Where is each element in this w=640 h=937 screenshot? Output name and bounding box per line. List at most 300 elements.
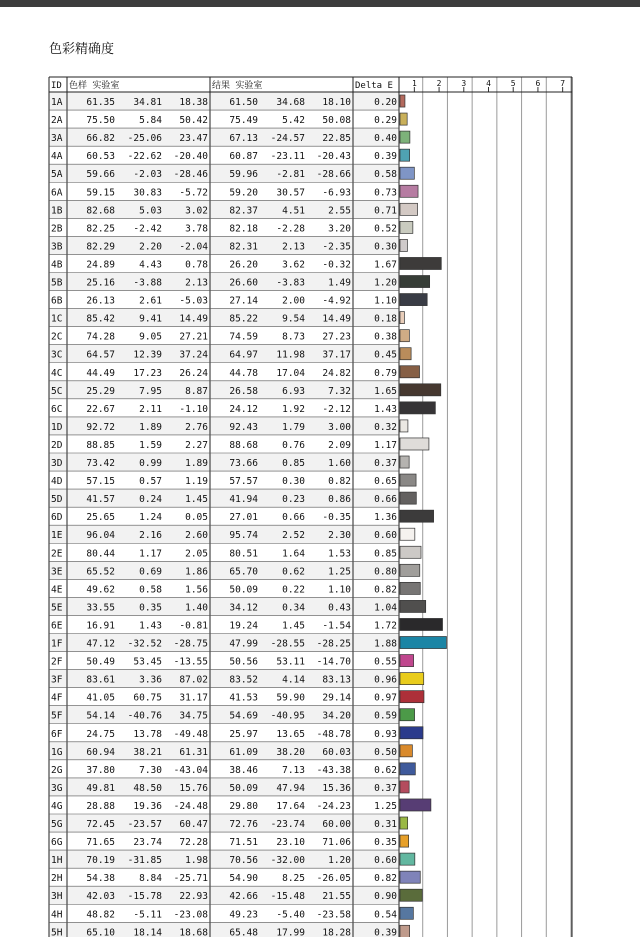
cell-sample-l: 59.15	[86, 187, 115, 199]
cell-id: 2C	[51, 331, 63, 343]
cell-delta-e: 0.29	[374, 115, 397, 127]
axis-tick-label: 7	[560, 79, 566, 88]
cell-id: 4F	[51, 692, 63, 704]
cell-result-b: 29.14	[322, 692, 351, 704]
cell-result-a: -2.28	[276, 223, 305, 235]
cell-result-a: 17.99	[276, 927, 305, 937]
cell-result-l: 67.13	[229, 133, 258, 145]
axis-tick-label: 5	[510, 79, 516, 88]
cell-result-a: 4.14	[282, 674, 305, 686]
cell-id: 6D	[51, 512, 63, 524]
cell-result-l: 59.96	[229, 169, 258, 181]
cell-result-a: 11.98	[276, 349, 305, 361]
cell-delta-e: 0.82	[374, 584, 397, 596]
cell-delta-e: 0.35	[374, 837, 397, 849]
axis-tick-label: 2	[436, 79, 442, 88]
cell-result-a: 0.66	[282, 512, 305, 524]
cell-result-a: 3.62	[282, 259, 305, 271]
cell-id: 5F	[51, 710, 63, 722]
cell-result-a: 0.22	[282, 584, 305, 596]
cell-result-b: 34.20	[322, 710, 351, 722]
cell-result-l: 59.20	[229, 187, 258, 199]
cell-id: 5C	[51, 385, 63, 397]
delta-e-bar	[400, 564, 420, 576]
cell-sample-l: 83.61	[86, 674, 115, 686]
cell-delta-e: 0.39	[374, 151, 397, 163]
cell-sample-b: 8.87	[185, 385, 208, 397]
cell-id: 3E	[51, 566, 63, 578]
cell-delta-e: 0.20	[374, 97, 397, 108]
delta-e-bar	[400, 817, 408, 829]
cell-result-b: -24.23	[316, 800, 351, 812]
cell-id: 3A	[51, 133, 63, 145]
cell-result-b: 15.36	[322, 782, 351, 794]
cell-result-b: 14.49	[322, 313, 351, 325]
cell-sample-b: -2.04	[179, 241, 208, 253]
cell-sample-b: -24.48	[173, 800, 208, 812]
cell-result-l: 27.14	[229, 295, 258, 307]
cell-result-b: 3.00	[328, 421, 351, 433]
cell-sample-l: 42.03	[86, 891, 115, 903]
cell-result-l: 26.20	[229, 259, 258, 271]
cell-sample-b: 1.56	[185, 584, 208, 596]
cell-sample-l: 96.04	[86, 530, 115, 542]
cell-delta-e: 0.58	[374, 169, 397, 181]
cell-sample-b: 27.21	[179, 331, 208, 343]
delta-e-bar	[400, 907, 413, 919]
cell-result-l: 70.56	[229, 855, 258, 867]
cell-delta-e: 0.66	[374, 494, 397, 506]
cell-sample-b: 14.49	[179, 313, 208, 325]
cell-sample-b: -13.55	[173, 656, 208, 668]
cell-delta-e: 0.37	[374, 458, 397, 469]
delta-e-bar	[400, 257, 441, 269]
delta-e-bar	[400, 510, 434, 522]
cell-result-a: 7.13	[282, 764, 305, 776]
cell-sample-b: -49.48	[173, 728, 208, 740]
cell-result-a: 1.79	[282, 421, 305, 433]
cell-sample-b: 37.24	[179, 349, 208, 361]
delta-e-bar	[400, 384, 441, 396]
cell-id: 2F	[51, 656, 63, 668]
cell-result-a: -23.11	[270, 151, 305, 163]
cell-sample-l: 92.72	[86, 421, 115, 433]
cell-result-l: 26.60	[229, 277, 258, 289]
cell-result-a: 8.73	[282, 331, 305, 343]
cell-sample-b: 18.68	[179, 927, 208, 937]
cell-sample-a: 1.43	[139, 620, 162, 632]
axis-tick-label: 6	[535, 79, 541, 88]
cell-result-a: 2.00	[282, 295, 305, 307]
cell-id: 4H	[51, 909, 63, 921]
cell-id: 1G	[51, 746, 63, 758]
cell-result-a: -15.48	[270, 891, 305, 903]
delta-e-bar	[400, 727, 423, 739]
cell-result-a: 1.92	[282, 403, 305, 415]
cell-sample-l: 71.65	[86, 837, 115, 849]
cell-delta-e: 0.65	[374, 476, 397, 488]
cell-result-a: 13.65	[276, 728, 305, 740]
cell-sample-a: 0.58	[139, 584, 162, 596]
cell-sample-l: 22.67	[86, 403, 115, 415]
cell-sample-b: -28.75	[173, 638, 208, 650]
cell-result-l: 75.49	[229, 115, 258, 127]
cell-result-l: 65.70	[229, 566, 258, 578]
cell-sample-b: 61.31	[179, 746, 208, 758]
cell-sample-l: 74.28	[86, 331, 115, 343]
cell-result-l: 34.12	[229, 602, 258, 614]
cell-result-b: 1.60	[328, 458, 351, 469]
cell-result-a: 38.20	[276, 746, 305, 758]
header-result-lab: 结果 实验室	[212, 81, 263, 91]
cell-sample-a: 7.30	[139, 764, 162, 776]
cell-sample-b: -0.81	[179, 620, 208, 632]
cell-id: 4C	[51, 367, 63, 379]
cell-id: 2G	[51, 764, 63, 776]
cell-sample-b: 22.93	[179, 891, 208, 903]
cell-result-b: 21.55	[322, 891, 351, 903]
cell-sample-a: 2.16	[139, 530, 162, 542]
cell-sample-l: 54.38	[86, 873, 115, 885]
cell-result-b: 60.03	[322, 746, 351, 758]
cell-sample-b: -43.04	[173, 764, 208, 776]
delta-e-bar	[400, 456, 409, 468]
cell-id: 6B	[51, 295, 63, 307]
cell-result-l: 44.78	[229, 367, 258, 379]
cell-sample-l: 82.29	[86, 241, 115, 253]
delta-e-bar	[400, 835, 409, 847]
delta-e-bar	[400, 925, 410, 937]
delta-e-bar	[400, 546, 421, 558]
cell-sample-l: 72.45	[86, 819, 115, 830]
cell-result-b: -48.78	[316, 728, 351, 740]
cell-sample-a: 1.59	[139, 439, 162, 451]
cell-sample-l: 70.19	[86, 855, 115, 867]
cell-result-b: 71.06	[322, 837, 351, 849]
cell-id: 2D	[51, 439, 63, 451]
cell-result-b: 1.49	[328, 277, 351, 289]
cell-delta-e: 0.54	[374, 909, 397, 921]
cell-sample-b: -25.71	[173, 873, 208, 885]
cell-sample-l: 65.52	[86, 566, 115, 578]
cell-sample-a: 23.74	[133, 837, 162, 849]
cell-result-b: 0.43	[328, 602, 351, 614]
cell-result-l: 61.50	[229, 97, 258, 108]
cell-delta-e: 0.60	[374, 855, 397, 867]
cell-sample-l: 73.42	[86, 458, 115, 469]
delta-e-bar	[400, 763, 415, 775]
cell-id: 1C	[51, 313, 63, 325]
delta-e-bar	[400, 294, 427, 306]
cell-result-b: -26.05	[316, 873, 351, 885]
cell-sample-l: 66.82	[86, 133, 115, 145]
cell-result-b: 0.82	[328, 476, 351, 488]
delta-e-bar	[400, 655, 414, 667]
cell-id: 5A	[51, 169, 63, 181]
cell-sample-l: 25.16	[86, 277, 115, 289]
cell-sample-a: -3.88	[133, 277, 162, 289]
cell-result-b: 0.86	[328, 494, 351, 506]
cell-sample-l: 60.53	[86, 151, 115, 163]
delta-e-bar	[400, 528, 415, 540]
cell-result-l: 42.66	[229, 891, 258, 903]
cell-sample-l: 60.94	[86, 746, 115, 758]
cell-result-l: 19.24	[229, 620, 258, 632]
cell-sample-b: 3.78	[185, 223, 208, 235]
cell-result-a: 1.45	[282, 620, 305, 632]
cell-delta-e: 0.93	[374, 728, 397, 740]
cell-sample-a: 5.03	[139, 205, 162, 217]
cell-result-l: 82.37	[229, 205, 258, 217]
cell-result-b: 1.20	[328, 855, 351, 867]
cell-result-b: 3.20	[328, 223, 351, 235]
cell-sample-l: 80.44	[86, 548, 115, 560]
cell-result-b: 50.08	[322, 115, 351, 127]
cell-sample-a: 18.14	[133, 927, 162, 937]
cell-sample-l: 82.68	[86, 205, 115, 217]
cell-result-a: 53.11	[276, 656, 305, 668]
cell-result-l: 64.97	[229, 349, 258, 361]
cell-id: 5G	[51, 819, 63, 830]
delta-e-bar	[400, 149, 410, 161]
cell-result-b: -6.93	[322, 187, 351, 199]
axis-tick-label: 3	[461, 79, 467, 88]
cell-result-l: 50.56	[229, 656, 258, 668]
cell-id: 2B	[51, 223, 63, 235]
cell-sample-l: 49.81	[86, 782, 115, 794]
cell-sample-b: 23.47	[179, 133, 208, 145]
cell-sample-a: 7.95	[139, 385, 162, 397]
cell-sample-a: 30.83	[133, 187, 162, 199]
cell-result-a: 6.93	[282, 385, 305, 397]
cell-sample-a: 60.75	[133, 692, 162, 704]
cell-sample-a: 13.78	[133, 728, 162, 740]
delta-e-bar	[400, 95, 405, 107]
cell-delta-e: 0.80	[374, 566, 397, 578]
cell-result-a: -40.95	[270, 710, 305, 722]
cell-delta-e: 0.50	[374, 746, 397, 758]
cell-sample-l: 41.05	[86, 692, 115, 704]
cell-delta-e: 1.10	[374, 295, 397, 307]
cell-result-l: 54.69	[229, 710, 258, 722]
cell-sample-b: 31.17	[179, 692, 208, 704]
cell-sample-l: 25.65	[86, 512, 115, 524]
cell-delta-e: 0.39	[374, 927, 397, 937]
cell-sample-a: 38.21	[133, 746, 162, 758]
cell-result-a: -2.81	[276, 169, 305, 181]
cell-sample-b: 0.78	[185, 259, 208, 271]
cell-delta-e: 0.59	[374, 710, 397, 722]
cell-delta-e: 0.60	[374, 530, 397, 542]
cell-sample-a: -2.03	[133, 169, 162, 181]
delta-e-bar	[400, 600, 426, 612]
cell-result-a: 2.13	[282, 241, 305, 253]
cell-sample-a: -32.52	[127, 638, 162, 650]
delta-e-bar	[400, 330, 409, 342]
cell-sample-l: 37.80	[86, 764, 115, 776]
cell-sample-l: 85.42	[86, 313, 115, 325]
cell-result-l: 24.12	[229, 403, 258, 415]
delta-e-bar	[400, 582, 420, 594]
cell-sample-l: 48.82	[86, 909, 115, 921]
cell-delta-e: 1.36	[374, 512, 397, 524]
cell-result-b: -2.35	[322, 241, 351, 253]
cell-result-b: 22.85	[322, 133, 351, 145]
cell-sample-a: 2.61	[139, 295, 162, 307]
cell-delta-e: 0.55	[374, 656, 397, 668]
delta-e-bar	[400, 889, 422, 901]
delta-e-bar	[400, 276, 430, 288]
cell-sample-b: 26.24	[179, 367, 208, 379]
cell-id: 1H	[51, 855, 63, 867]
cell-result-b: -20.43	[316, 151, 351, 163]
delta-e-bar	[400, 474, 416, 486]
cell-sample-b: -23.08	[173, 909, 208, 921]
cell-sample-l: 26.13	[86, 295, 115, 307]
cell-result-a: -23.74	[270, 819, 305, 830]
cell-result-a: 9.54	[282, 313, 305, 325]
cell-id: 4E	[51, 584, 63, 596]
delta-e-bar	[400, 420, 408, 432]
cell-delta-e: 0.62	[374, 764, 397, 776]
cell-sample-a: 2.20	[139, 241, 162, 253]
cell-sample-a: 0.24	[139, 494, 162, 506]
cell-result-l: 26.58	[229, 385, 258, 397]
cell-sample-l: 24.89	[86, 259, 115, 271]
cell-result-a: -5.40	[276, 909, 305, 921]
cell-sample-b: 1.19	[185, 476, 208, 488]
cell-id: 1A	[51, 97, 63, 108]
cell-result-b: 2.09	[328, 439, 351, 451]
delta-e-bar	[400, 221, 413, 233]
cell-result-a: 34.68	[276, 97, 305, 108]
cell-result-b: -23.58	[316, 909, 351, 921]
cell-result-b: -0.32	[322, 259, 351, 271]
cell-result-b: -43.38	[316, 764, 351, 776]
cell-delta-e: 0.37	[374, 782, 397, 794]
cell-delta-e: 0.52	[374, 223, 397, 235]
cell-sample-a: 0.35	[139, 602, 162, 614]
cell-delta-e: 0.31	[374, 819, 397, 830]
delta-e-bar	[400, 185, 418, 197]
cell-sample-a: -5.11	[133, 909, 162, 921]
cell-result-a: 0.85	[282, 458, 305, 469]
cell-delta-e: 0.45	[374, 349, 397, 361]
cell-id: 1B	[51, 205, 63, 217]
cell-delta-e: 1.25	[374, 800, 397, 812]
cell-sample-b: 2.27	[185, 439, 208, 451]
cell-result-b: -2.12	[322, 403, 351, 415]
cell-sample-b: -5.72	[179, 187, 208, 199]
cell-sample-l: 61.35	[86, 97, 115, 108]
cell-result-l: 57.57	[229, 476, 258, 488]
cell-delta-e: 0.32	[374, 421, 397, 433]
cell-id: 3G	[51, 782, 63, 794]
cell-id: 6C	[51, 403, 63, 415]
cell-sample-b: 60.47	[179, 819, 208, 830]
cell-result-b: 24.82	[322, 367, 351, 379]
cell-sample-b: -5.03	[179, 295, 208, 307]
cell-delta-e: 1.04	[374, 602, 397, 614]
cell-sample-a: -40.76	[127, 710, 162, 722]
header-delta-e: Delta E	[355, 81, 393, 91]
cell-result-a: 59.90	[276, 692, 305, 704]
cell-result-b: -14.70	[316, 656, 351, 668]
cell-sample-b: 1.86	[185, 566, 208, 578]
cell-sample-l: 57.15	[86, 476, 115, 488]
cell-sample-a: 53.45	[133, 656, 162, 668]
cell-sample-a: 5.84	[139, 115, 162, 127]
cell-sample-a: 48.50	[133, 782, 162, 794]
cell-result-a: 0.34	[282, 602, 305, 614]
cell-id: 6F	[51, 728, 63, 740]
cell-result-b: 37.17	[322, 349, 351, 361]
delta-e-bar	[400, 709, 415, 721]
cell-sample-b: 0.05	[185, 512, 208, 524]
cell-sample-l: 50.49	[86, 656, 115, 668]
cell-id: 6G	[51, 837, 63, 849]
cell-sample-l: 82.25	[86, 223, 115, 235]
cell-id: 4B	[51, 259, 63, 271]
cell-sample-l: 41.57	[86, 494, 115, 506]
cell-sample-b: 18.38	[179, 97, 208, 108]
cell-delta-e: 1.17	[374, 439, 397, 451]
cell-result-a: -24.57	[270, 133, 305, 145]
cell-sample-a: 1.89	[139, 421, 162, 433]
cell-result-b: 18.28	[322, 927, 351, 937]
cell-id: 3F	[51, 674, 63, 686]
cell-sample-l: 28.88	[86, 800, 115, 812]
cell-sample-a: -25.06	[127, 133, 162, 145]
cell-delta-e: 0.38	[374, 331, 397, 343]
cell-result-l: 25.97	[229, 728, 258, 740]
cell-delta-e: 1.43	[374, 403, 397, 415]
cell-result-l: 82.18	[229, 223, 258, 235]
cell-result-a: 4.51	[282, 205, 305, 217]
cell-delta-e: 0.82	[374, 873, 397, 885]
cell-sample-b: 50.42	[179, 115, 208, 127]
cell-sample-l: 33.55	[86, 602, 115, 614]
cell-result-a: 17.04	[276, 367, 305, 379]
cell-result-l: 60.87	[229, 151, 258, 163]
cell-sample-b: -1.10	[179, 403, 208, 415]
delta-e-bar	[400, 438, 429, 450]
cell-id: 5E	[51, 602, 63, 614]
cell-result-b: 1.25	[328, 566, 351, 578]
cell-sample-a: 0.69	[139, 566, 162, 578]
cell-id: 1E	[51, 530, 63, 542]
cell-sample-a: -23.57	[127, 819, 162, 830]
axis-tick-label: 4	[486, 79, 491, 88]
delta-e-bar	[400, 799, 431, 811]
cell-sample-a: 17.23	[133, 367, 162, 379]
cell-result-b: 2.55	[328, 205, 351, 217]
delta-e-bar	[400, 871, 420, 883]
cell-result-b: 18.10	[322, 97, 351, 108]
cell-id: 4A	[51, 151, 63, 163]
cell-sample-b: 15.76	[179, 782, 208, 794]
cell-result-b: -1.54	[322, 620, 351, 632]
cell-result-l: 83.52	[229, 674, 258, 686]
cell-result-b: -28.66	[316, 169, 351, 181]
delta-e-bar	[400, 203, 418, 215]
cell-delta-e: 0.73	[374, 187, 397, 199]
cell-result-b: -4.92	[322, 295, 351, 307]
delta-e-bar	[400, 348, 411, 360]
cell-sample-b: 1.89	[185, 458, 208, 469]
cell-id: 2E	[51, 548, 63, 560]
cell-result-l: 92.43	[229, 421, 258, 433]
